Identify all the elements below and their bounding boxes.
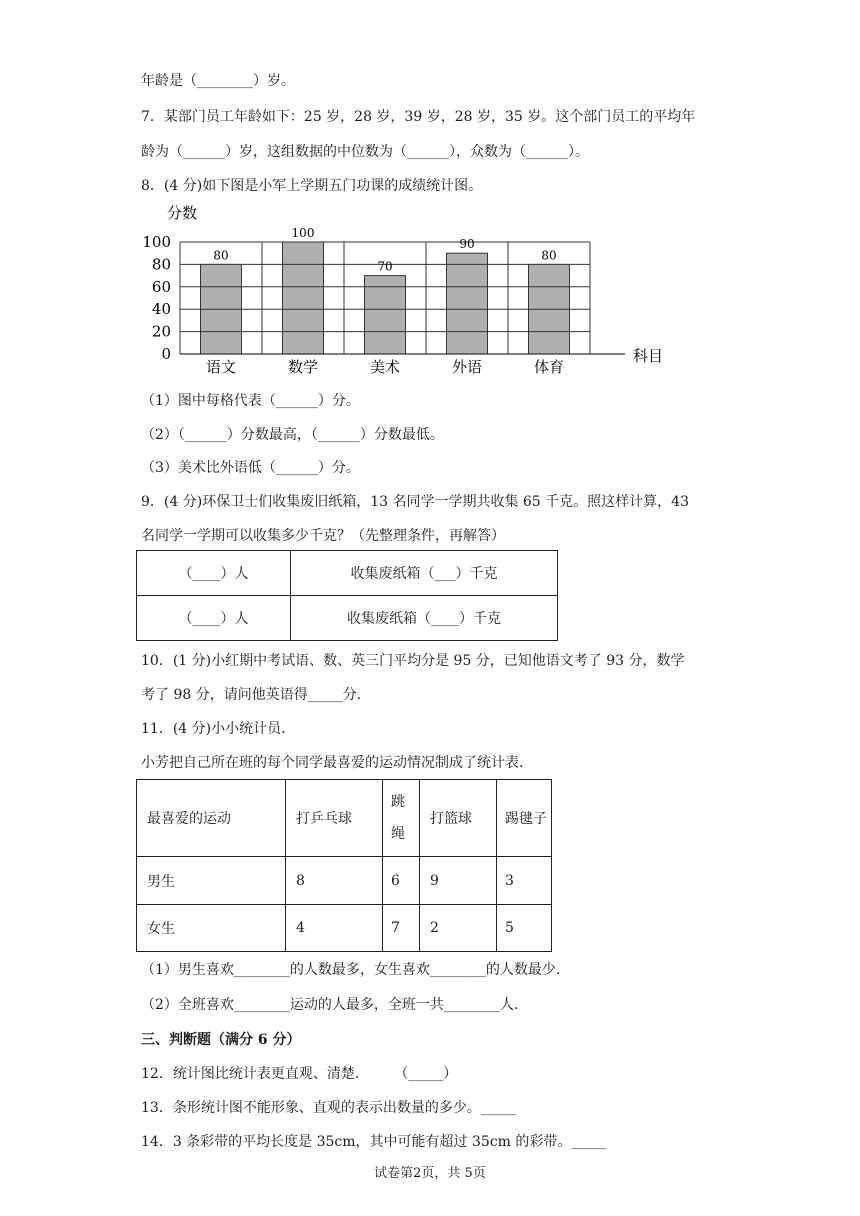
q11-desc: 小芳把自己所在班的每个同学最喜爱的运动情况制成了统计表. [141, 755, 524, 771]
score-bar-chart [141, 196, 671, 380]
bar-value-label: 70 [377, 259, 393, 274]
q13-line: 13．条形统计图不能形象、直观的表示出数量的多少。_____ [141, 1100, 516, 1116]
q11-row-boys-pingpong: 8 [286, 857, 383, 905]
q14-line: 14．3 条彩带的平均长度是 35cm，其中可能有超过 35cm 的彩带。_____ [141, 1134, 607, 1150]
y-tick-label: 80 [151, 255, 171, 274]
q9-line1: 9．(4 分)环保卫士们收集废旧纸箱，13 名同学一学期共收集 65 千克。照这样计算，43 [141, 494, 689, 510]
bar-value-label: 80 [213, 248, 229, 263]
q9-table [136, 550, 558, 641]
q11-row-girls-jumprope: 7 [383, 905, 420, 952]
bar-value-label: 100 [291, 226, 315, 240]
q11-row-girls-pingpong: 4 [286, 905, 383, 952]
q11-header-sport: 最喜爱的运动 [137, 780, 286, 857]
q9-cell-weight-1: 收集废纸箱（___）千克 [291, 551, 558, 596]
q11-row-boys-jumprope: 6 [383, 857, 420, 905]
q9-cell-people-1: （____）人 [137, 551, 291, 596]
q9-line2: 名同学一学期可以收集多少千克？（先整理条件，再解答） [141, 528, 505, 544]
bar-value-label: 90 [459, 237, 475, 252]
q11-table [136, 779, 552, 952]
x-tick-label: 美术 [369, 358, 401, 376]
bar-外语 [447, 253, 488, 354]
q12-line: 12．统计图比统计表更直观、清楚. （_____） [141, 1066, 458, 1082]
x-axis-label: 科目 [633, 347, 664, 365]
x-tick-label: 外语 [451, 358, 483, 376]
x-tick-label: 数学 [287, 358, 319, 376]
q11-row-boys-label: 男生 [137, 857, 286, 905]
q11-row-girls-basketball: 2 [420, 905, 497, 952]
q11-sub1: （1）男生喜欢________的人数最多，女生喜欢________的人数最少. [141, 962, 561, 978]
page-footer: 试卷第2页，共 5页 [374, 1166, 486, 1181]
y-tick-label: 20 [151, 322, 171, 341]
y-tick-label: 100 [142, 233, 171, 251]
q11-header-pingpong: 打乒乓球 [286, 780, 383, 857]
q9-cell-weight-2: 收集废纸箱（____）千克 [291, 596, 558, 641]
q11-sub2: （2）全班喜欢________运动的人最多，全班一共________人. [141, 997, 519, 1013]
q6-tail: 年龄是（________）岁。 [141, 73, 295, 89]
q11-row-boys-basketball: 9 [420, 857, 497, 905]
q7-line2: 龄为（______）岁，这组数据的中位数为（______），众数为（______）。 [141, 144, 589, 160]
q8-sub2: （2）（______）分数最高，（______）分数最低。 [141, 427, 444, 443]
q11-row-boys-shuttlecock: 3 [497, 857, 552, 905]
bar-美术 [365, 276, 406, 354]
q11-row-girls-shuttlecock: 5 [497, 905, 552, 952]
bar-value-label: 80 [541, 248, 557, 263]
q11-header-jumprope-2: 绳 [391, 826, 405, 842]
x-tick-label: 语文 [205, 358, 237, 376]
q11-header-shuttlecock: 踢毽子 [497, 780, 552, 857]
q7-line1: 7．某部门员工年龄如下：25 岁，28 岁，39 岁，28 岁，35 岁。这个部门员工的平均年 [141, 109, 696, 125]
y-tick-label: 60 [151, 277, 171, 296]
q11-title: 11．(4 分)小小统计员. [141, 721, 286, 737]
q11-row-girls-label: 女生 [137, 905, 286, 952]
y-tick-label: 0 [161, 345, 171, 363]
q8-stem: 8．(4 分)如下图是小军上学期五门功课的成绩统计图。 [141, 178, 483, 194]
q11-header-jumprope [383, 780, 420, 857]
q11-header-jumprope-1: 跳 [391, 794, 405, 810]
q8-sub3: （3）美术比外语低（______）分。 [141, 460, 360, 476]
y-tick-label: 40 [151, 300, 171, 319]
x-tick-label: 体育 [533, 358, 565, 376]
bar-数学 [283, 242, 324, 354]
q8-sub1: （1）图中每格代表（______）分。 [141, 393, 360, 409]
section-heading: 三、判断题（满分 6 分） [141, 1032, 301, 1048]
q10-line1: 10．(1 分)小红期中考试语、数、英三门平均分是 95 分，已知他语文考了 93 分，数学 [141, 653, 685, 669]
y-axis-label: 分数 [167, 204, 198, 222]
q9-cell-people-2: （____）人 [137, 596, 291, 641]
q10-line2: 考了 98 分，请问他英语得_____分. [141, 687, 362, 703]
q11-header-basketball: 打篮球 [420, 780, 497, 857]
